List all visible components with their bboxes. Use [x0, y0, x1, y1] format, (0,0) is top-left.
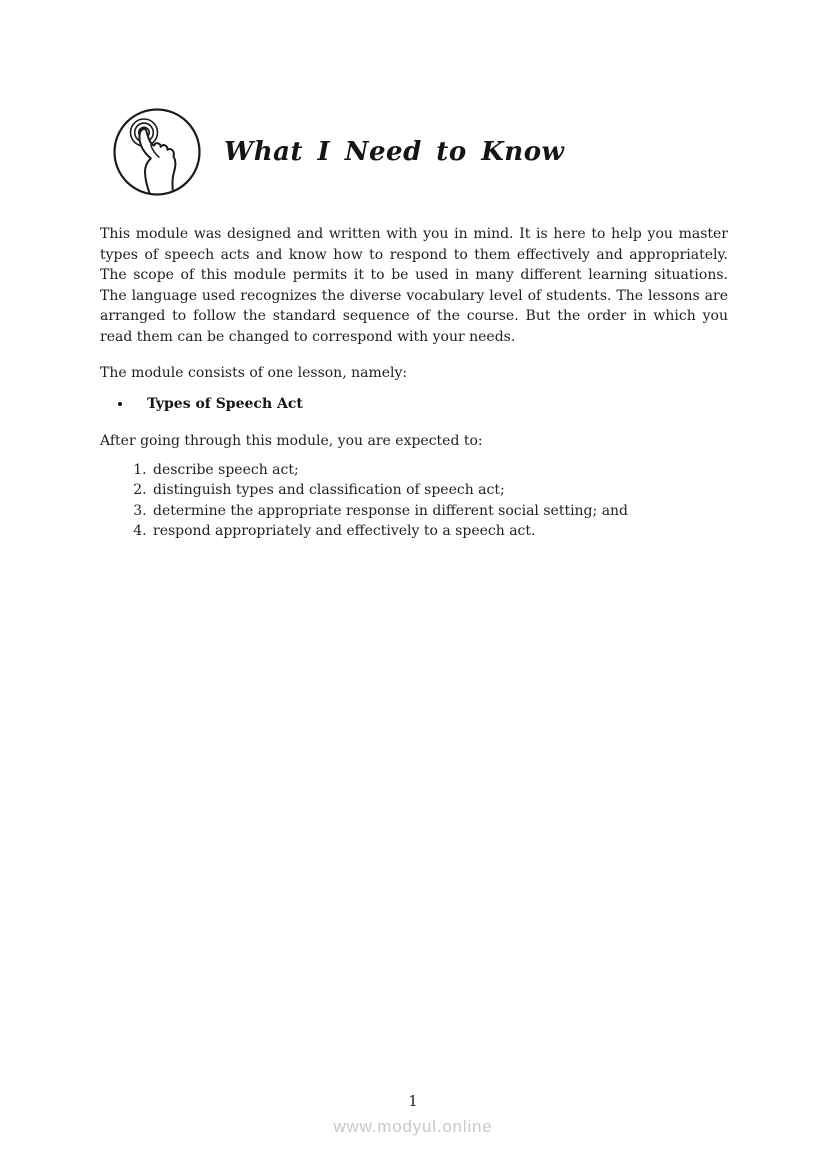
page-number: 1 — [408, 1092, 418, 1110]
list-item: 4. respond appropriately and effectively to a speech act. — [151, 521, 728, 542]
module-body — [100, 224, 728, 542]
list-item: 2. distinguish types and classification of speech act; — [151, 480, 728, 501]
list-item: • Types of Speech Act — [133, 394, 728, 415]
touch-tap-hand-icon — [112, 107, 202, 197]
lesson-list — [100, 394, 728, 415]
section-header — [112, 107, 564, 197]
watermark-text: www.modyul.online — [333, 1117, 493, 1136]
list-item: 3. determine the appropriate response in different social setting; and — [151, 501, 728, 522]
list-item: 1. describe speech act; — [151, 460, 728, 481]
intro-paragraph: This module was designed and written with you in mind. It is here to help you master types of speech acts and know how to respond to them effectively and appropriately. The scope of this module permits it to be used in many different learning situations. The language used recognizes the diverse vocabulary level of students. The lessons are arranged to follow the standard sequence of the course. But the order in which you read them can be changed to correspond with your needs. — [100, 226, 728, 345]
lesson-intro-text: The module consists of one lesson, namely: — [100, 365, 408, 381]
objectives-list — [100, 460, 728, 542]
objectives-intro-text: After going through this module, you are expected to: — [100, 433, 483, 449]
page-title: What I Need to Know — [224, 137, 565, 167]
